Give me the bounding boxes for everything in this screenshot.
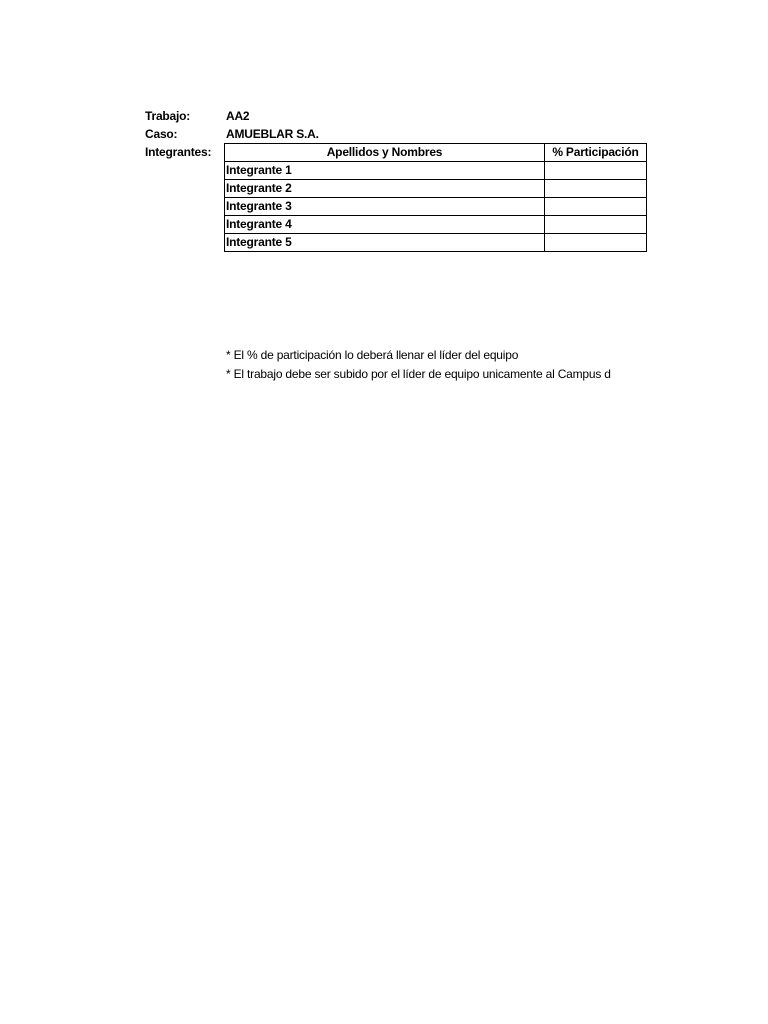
participation-cell[interactable] <box>545 180 647 198</box>
table-row <box>225 198 647 216</box>
table-row <box>225 180 647 198</box>
note-upload: * El trabajo debe ser subido por el líder de equipo unicamente al Campus d <box>226 367 611 381</box>
member-name-cell[interactable]: Integrante 2 <box>225 180 545 198</box>
member-name-cell[interactable]: Integrante 5 <box>225 234 545 252</box>
note-participation: * El % de participación lo deberá llenar el líder del equipo <box>226 348 519 362</box>
participation-cell[interactable] <box>545 234 647 252</box>
participation-cell[interactable] <box>545 198 647 216</box>
note-upload-clip <box>226 364 646 384</box>
member-name-cell[interactable]: Integrante 3 <box>225 198 545 216</box>
caso-value: AMUEBLAR S.A. <box>226 127 319 141</box>
trabajo-label: Trabajo: <box>145 109 191 123</box>
member-name-cell[interactable]: Integrante 4 <box>225 216 545 234</box>
table-row <box>225 216 647 234</box>
member-name-cell[interactable]: Integrante 1 <box>225 162 545 180</box>
table-row <box>225 162 647 180</box>
column-header-participation: % Participación <box>545 144 647 162</box>
integrantes-label: Integrantes: <box>145 145 212 159</box>
caso-label: Caso: <box>145 127 178 141</box>
participation-cell[interactable] <box>545 162 647 180</box>
column-header-names: Apellidos y Nombres <box>225 144 545 162</box>
participation-cell[interactable] <box>545 216 647 234</box>
members-table <box>224 143 647 252</box>
table-row <box>225 234 647 252</box>
table-header-row <box>225 144 647 162</box>
trabajo-value: AA2 <box>226 109 250 123</box>
